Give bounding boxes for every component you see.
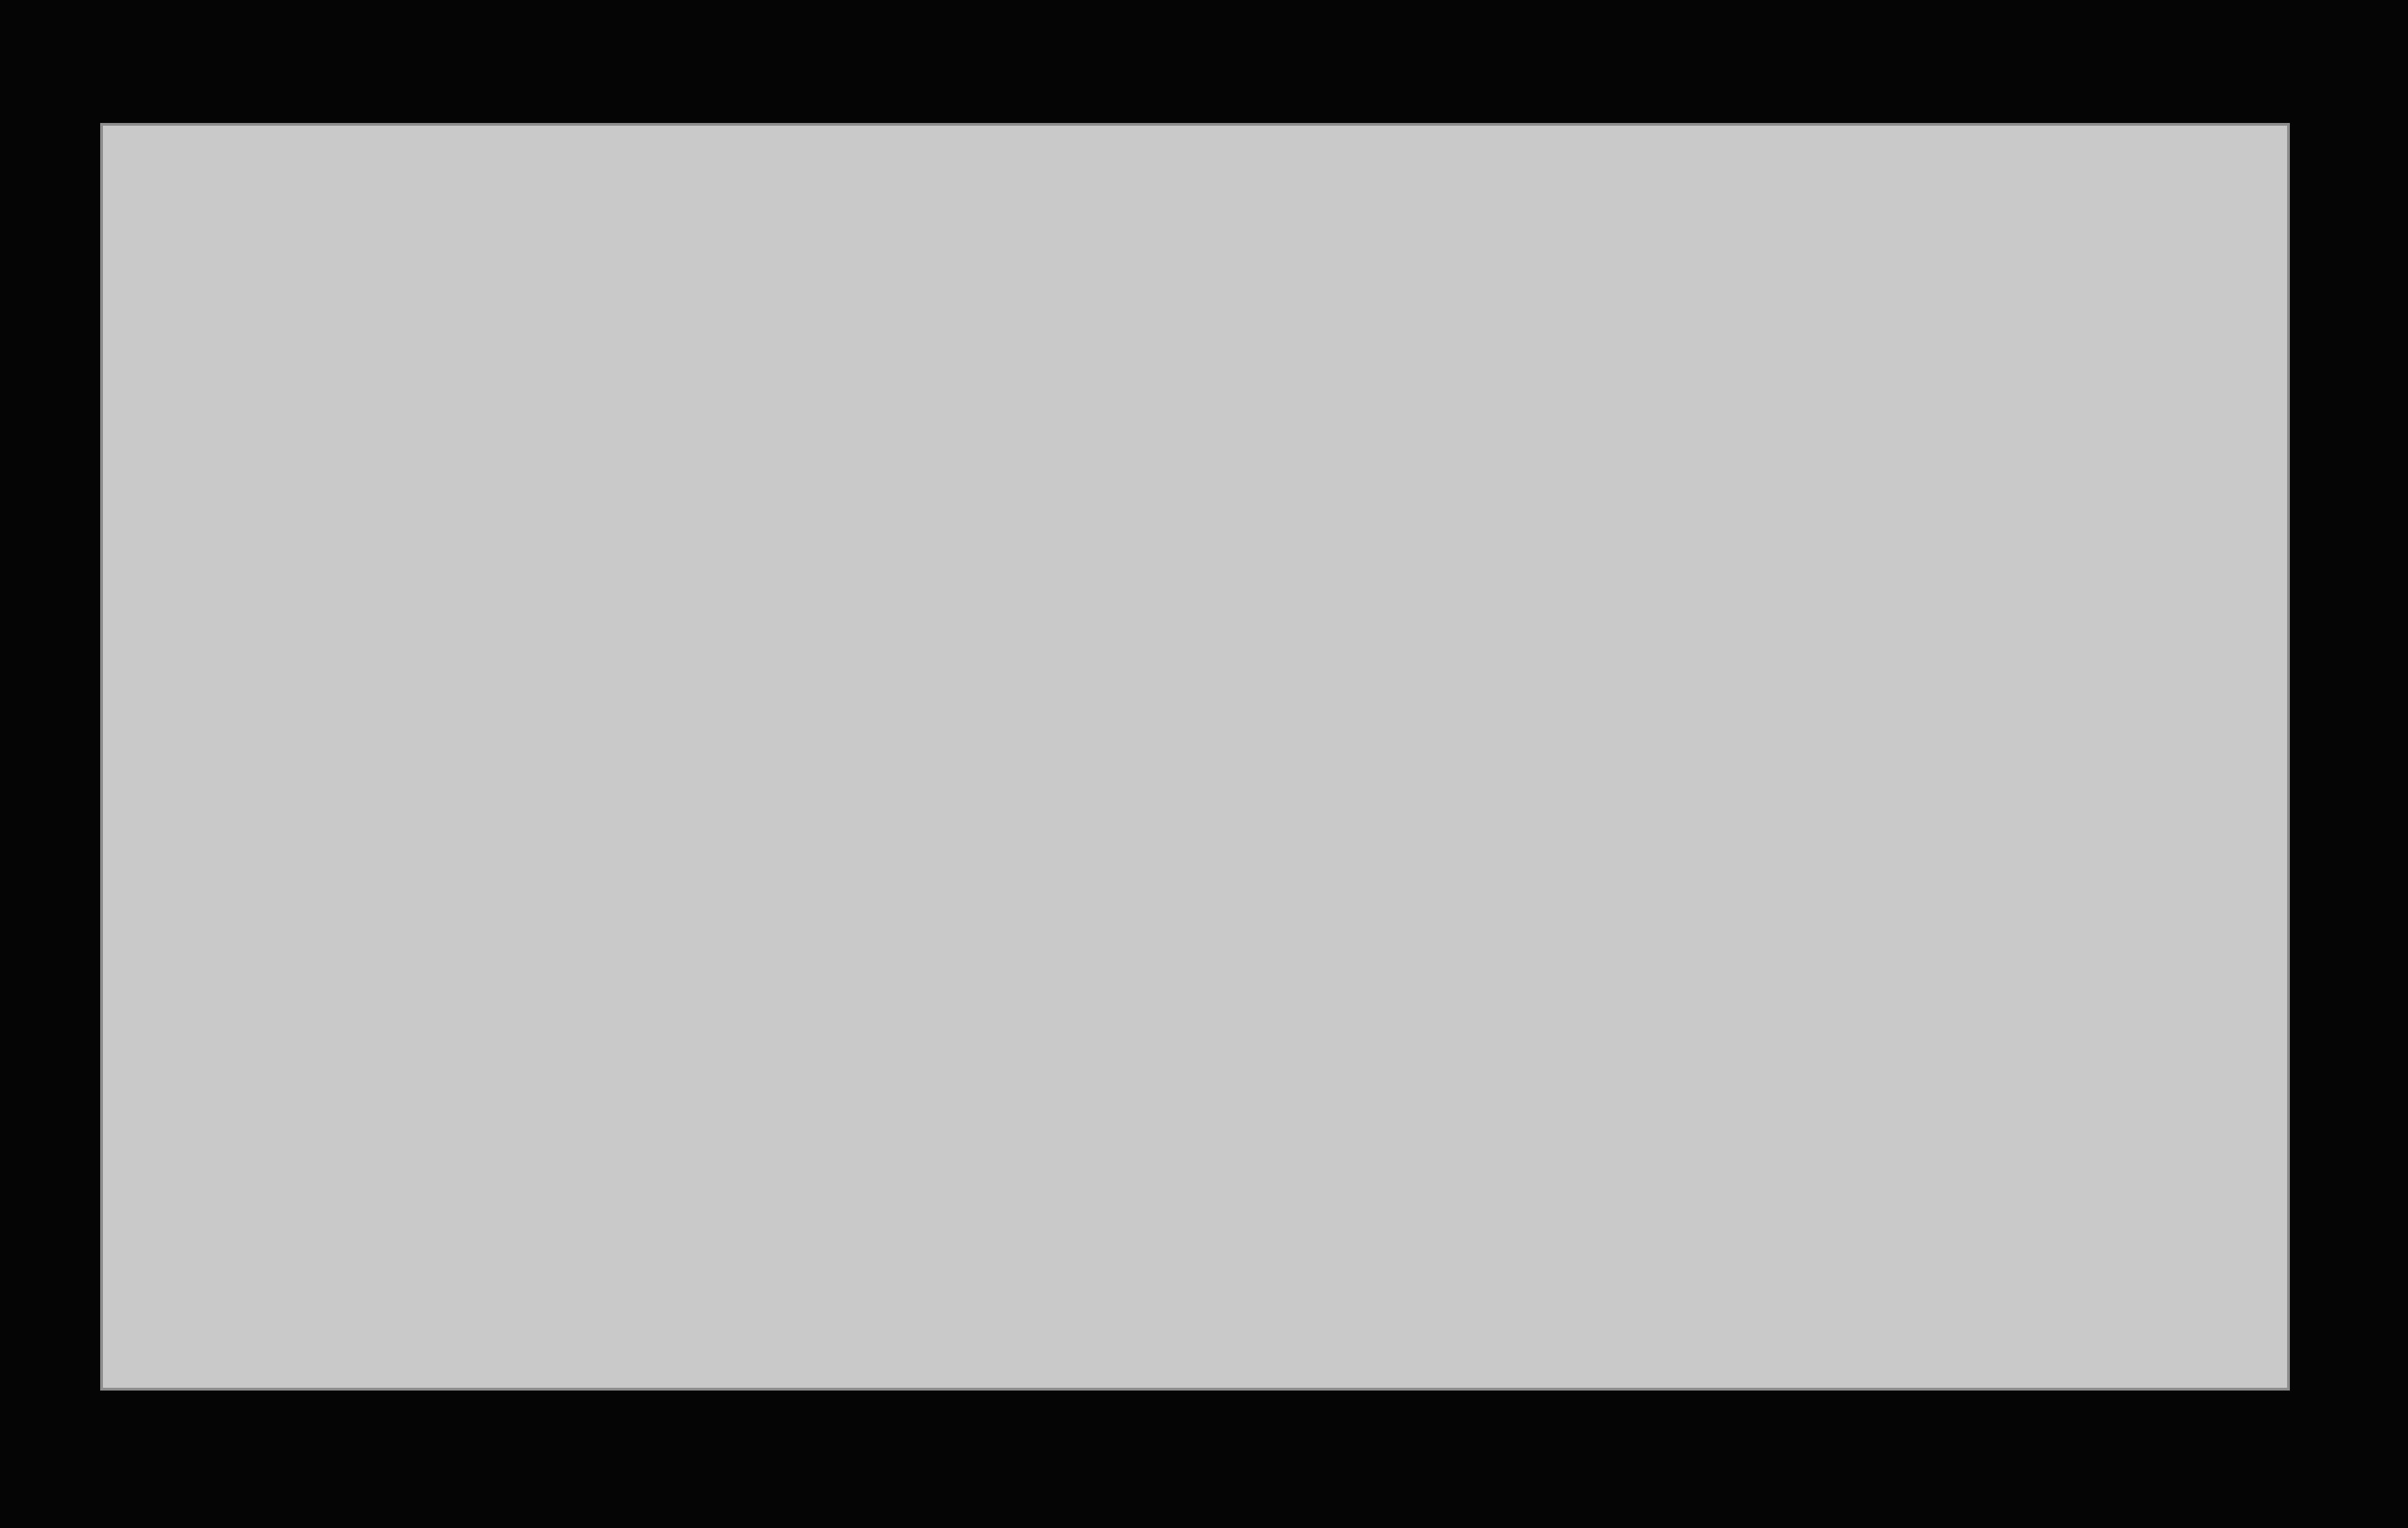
population-label (1786, 499, 1813, 907)
card-grid-lines (100, 123, 2290, 1391)
hired-workers-question (341, 499, 404, 907)
women-label (1837, 620, 1858, 731)
total-souls-label (1848, 537, 1889, 613)
men-label (1837, 731, 1858, 834)
nadel-lands-label (121, 1097, 155, 1235)
men-all-label (1865, 834, 1893, 898)
census-card (100, 123, 2290, 1391)
men-incl-label (1862, 758, 1900, 834)
women-all-label (1865, 695, 1893, 758)
women-incl-label (1862, 618, 1900, 694)
non-nadel-lands-label (108, 1236, 164, 1395)
